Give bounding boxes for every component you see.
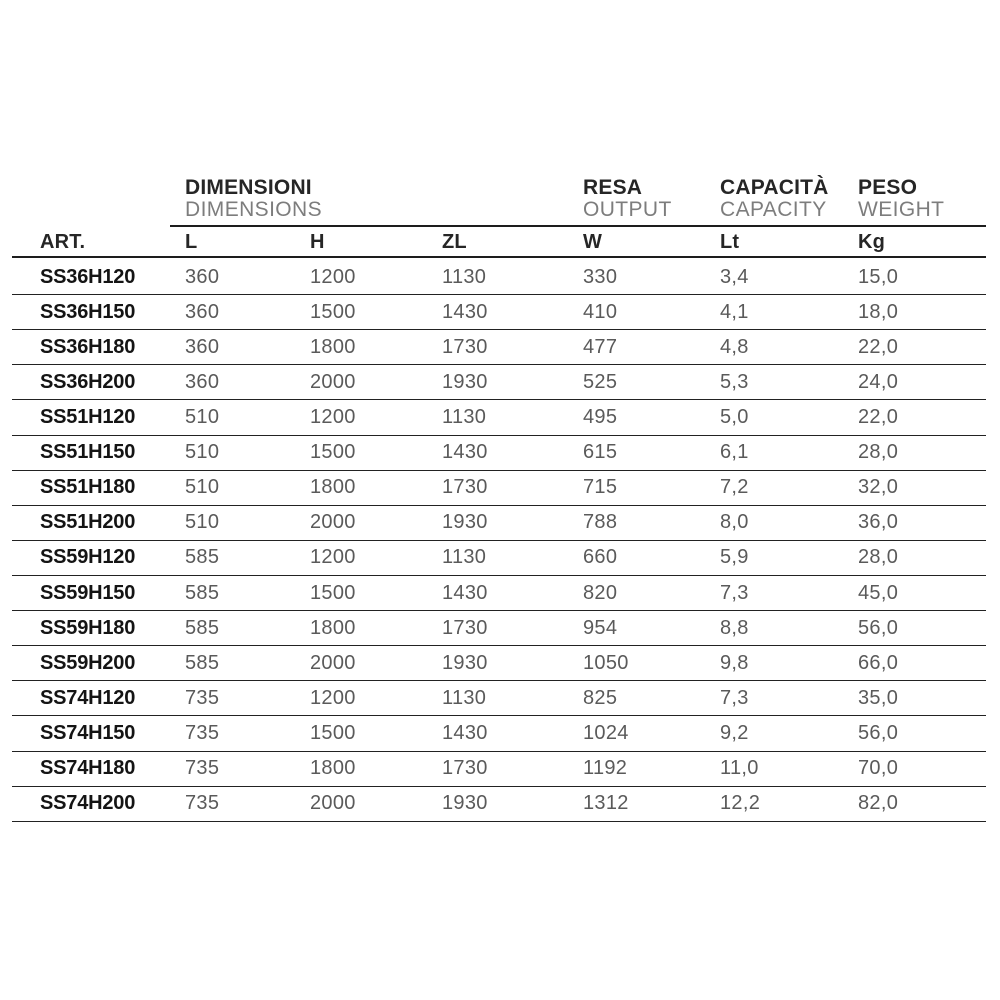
group-title: DIMENSIONI <box>185 176 312 199</box>
art-code-cell: SS36H180 <box>40 335 136 358</box>
value-cell-h: 1200 <box>310 686 356 709</box>
group-title: RESA <box>583 176 643 199</box>
value-cell-zl: 1130 <box>442 686 487 709</box>
value-cell-zl: 1930 <box>442 370 488 393</box>
value-cell-lt: 7,2 <box>720 476 749 499</box>
table-row <box>12 471 986 506</box>
value-cell-zl: 1430 <box>442 441 488 464</box>
value-cell-w: 477 <box>583 335 618 358</box>
value-cell-h: 1200 <box>310 405 356 428</box>
value-cell-h: 2000 <box>310 370 356 393</box>
table-row <box>12 400 986 435</box>
column-group-headers <box>0 177 1000 223</box>
value-cell-l: 510 <box>185 405 220 428</box>
value-cell-h: 1800 <box>310 335 356 358</box>
value-cell-w: 820 <box>583 581 618 604</box>
value-cell-w: 330 <box>583 265 618 288</box>
value-cell-kg: 24,0 <box>858 370 899 393</box>
value-cell-kg: 70,0 <box>858 757 899 780</box>
table-row <box>12 752 986 787</box>
table-row <box>12 295 986 330</box>
value-cell-zl: 1430 <box>442 300 488 323</box>
value-cell-w: 1050 <box>583 651 629 674</box>
column-header-l: L <box>185 230 198 253</box>
art-code-cell: SS74H120 <box>40 686 136 709</box>
art-code-cell: SS59H200 <box>40 651 136 674</box>
table-row <box>12 646 986 681</box>
value-cell-l: 510 <box>185 511 220 534</box>
value-cell-lt: 9,2 <box>720 721 749 744</box>
value-cell-h: 1500 <box>310 721 356 744</box>
value-cell-zl: 1130 <box>442 546 487 569</box>
value-cell-kg: 32,0 <box>858 476 899 499</box>
table-row <box>12 787 986 822</box>
art-code-cell: SS74H180 <box>40 757 136 780</box>
table-row <box>12 506 986 541</box>
value-cell-kg: 22,0 <box>858 405 899 428</box>
value-cell-l: 735 <box>185 686 220 709</box>
value-cell-w: 1192 <box>583 757 628 780</box>
art-code-cell: SS51H180 <box>40 476 136 499</box>
table-row <box>12 716 986 751</box>
value-cell-lt: 8,0 <box>720 511 749 534</box>
value-cell-h: 1200 <box>310 546 356 569</box>
value-cell-l: 585 <box>185 581 220 604</box>
table-row <box>12 365 986 400</box>
value-cell-w: 954 <box>583 616 618 639</box>
art-code-cell: SS36H200 <box>40 370 136 393</box>
group-header-capacity <box>720 177 829 221</box>
value-cell-zl: 1730 <box>442 335 488 358</box>
table-row <box>12 330 986 365</box>
value-cell-l: 360 <box>185 335 220 358</box>
group-header-weight <box>858 177 944 221</box>
value-cell-kg: 22,0 <box>858 335 899 358</box>
art-code-cell: SS51H150 <box>40 441 136 464</box>
group-title: PESO <box>858 176 918 199</box>
value-cell-zl: 1730 <box>442 757 488 780</box>
value-cell-lt: 4,1 <box>720 300 749 323</box>
group-subtitle: OUTPUT <box>583 198 672 221</box>
value-cell-kg: 28,0 <box>858 546 899 569</box>
value-cell-kg: 82,0 <box>858 792 899 815</box>
value-cell-h: 1800 <box>310 616 356 639</box>
value-cell-kg: 56,0 <box>858 721 899 744</box>
art-code-cell: SS59H120 <box>40 546 136 569</box>
value-cell-kg: 66,0 <box>858 651 899 674</box>
value-cell-w: 615 <box>583 441 618 464</box>
value-cell-zl: 1430 <box>442 581 488 604</box>
value-cell-kg: 56,0 <box>858 616 899 639</box>
value-cell-lt: 5,3 <box>720 370 749 393</box>
value-cell-h: 2000 <box>310 792 356 815</box>
value-cell-lt: 9,8 <box>720 651 749 674</box>
table-row <box>12 681 986 716</box>
value-cell-l: 360 <box>185 370 220 393</box>
table-row <box>12 436 986 471</box>
table-row <box>12 576 986 611</box>
group-title: CAPACITÀ <box>720 176 829 199</box>
value-cell-lt: 7,3 <box>720 686 749 709</box>
value-cell-w: 495 <box>583 405 618 428</box>
value-cell-zl: 1730 <box>442 616 488 639</box>
value-cell-h: 1800 <box>310 757 356 780</box>
value-cell-kg: 18,0 <box>858 300 899 323</box>
value-cell-kg: 15,0 <box>858 265 899 288</box>
art-column-header: ART. <box>40 230 86 253</box>
value-cell-lt: 3,4 <box>720 265 749 288</box>
value-cell-lt: 7,3 <box>720 581 749 604</box>
table-row <box>12 611 986 646</box>
value-cell-lt: 8,8 <box>720 616 749 639</box>
value-cell-h: 1800 <box>310 476 356 499</box>
value-cell-l: 735 <box>185 792 220 815</box>
art-code-cell: SS74H150 <box>40 721 136 744</box>
value-cell-zl: 1930 <box>442 651 488 674</box>
value-cell-w: 1312 <box>583 792 629 815</box>
value-cell-kg: 36,0 <box>858 511 899 534</box>
value-cell-kg: 45,0 <box>858 581 899 604</box>
value-cell-zl: 1930 <box>442 792 488 815</box>
value-cell-w: 788 <box>583 511 618 534</box>
value-cell-zl: 1430 <box>442 721 488 744</box>
group-subtitle: CAPACITY <box>720 198 827 221</box>
value-cell-l: 585 <box>185 616 220 639</box>
value-cell-lt: 4,8 <box>720 335 749 358</box>
value-cell-lt: 5,0 <box>720 405 749 428</box>
value-cell-kg: 28,0 <box>858 441 899 464</box>
value-cell-h: 1500 <box>310 581 356 604</box>
value-cell-w: 715 <box>583 476 618 499</box>
value-cell-w: 410 <box>583 300 618 323</box>
value-cell-w: 660 <box>583 546 618 569</box>
value-cell-zl: 1130 <box>442 405 487 428</box>
table-row <box>12 260 986 295</box>
group-header-dimensions <box>185 177 322 221</box>
column-header-h: H <box>310 230 325 253</box>
group-subtitle: DIMENSIONS <box>185 198 323 221</box>
value-cell-l: 510 <box>185 441 220 464</box>
art-code-cell: SS36H150 <box>40 300 136 323</box>
art-code-cell: SS74H200 <box>40 792 136 815</box>
value-cell-lt: 6,1 <box>720 441 749 464</box>
value-cell-h: 2000 <box>310 511 356 534</box>
value-cell-lt: 11,0 <box>720 757 759 780</box>
value-cell-lt: 5,9 <box>720 546 749 569</box>
value-cell-w: 525 <box>583 370 618 393</box>
art-code-cell: SS59H180 <box>40 616 136 639</box>
group-subtitle: WEIGHT <box>858 198 945 221</box>
value-cell-l: 585 <box>185 546 220 569</box>
value-cell-w: 825 <box>583 686 618 709</box>
value-cell-l: 735 <box>185 757 220 780</box>
value-cell-zl: 1130 <box>442 265 487 288</box>
table-body <box>12 260 986 822</box>
value-cell-l: 510 <box>185 476 220 499</box>
value-cell-l: 360 <box>185 265 220 288</box>
value-cell-zl: 1730 <box>442 476 488 499</box>
column-header-zl: ZL <box>442 230 467 253</box>
column-header-w: W <box>583 230 603 253</box>
value-cell-l: 735 <box>185 721 220 744</box>
table-header-row <box>12 228 986 258</box>
value-cell-l: 360 <box>185 300 220 323</box>
value-cell-h: 1500 <box>310 300 356 323</box>
table-row <box>12 541 986 576</box>
art-code-cell: SS51H200 <box>40 511 136 534</box>
value-cell-w: 1024 <box>583 721 629 744</box>
value-cell-h: 2000 <box>310 651 356 674</box>
art-code-cell: SS36H120 <box>40 265 136 288</box>
group-underline-rule <box>170 225 986 227</box>
value-cell-lt: 12,2 <box>720 792 761 815</box>
art-code-cell: SS51H120 <box>40 405 136 428</box>
value-cell-h: 1200 <box>310 265 356 288</box>
value-cell-l: 585 <box>185 651 220 674</box>
value-cell-zl: 1930 <box>442 511 488 534</box>
art-code-cell: SS59H150 <box>40 581 136 604</box>
column-header-kg: Kg <box>858 230 886 253</box>
group-header-output <box>583 177 672 221</box>
value-cell-h: 1500 <box>310 441 356 464</box>
value-cell-kg: 35,0 <box>858 686 899 709</box>
column-header-lt: Lt <box>720 230 740 253</box>
